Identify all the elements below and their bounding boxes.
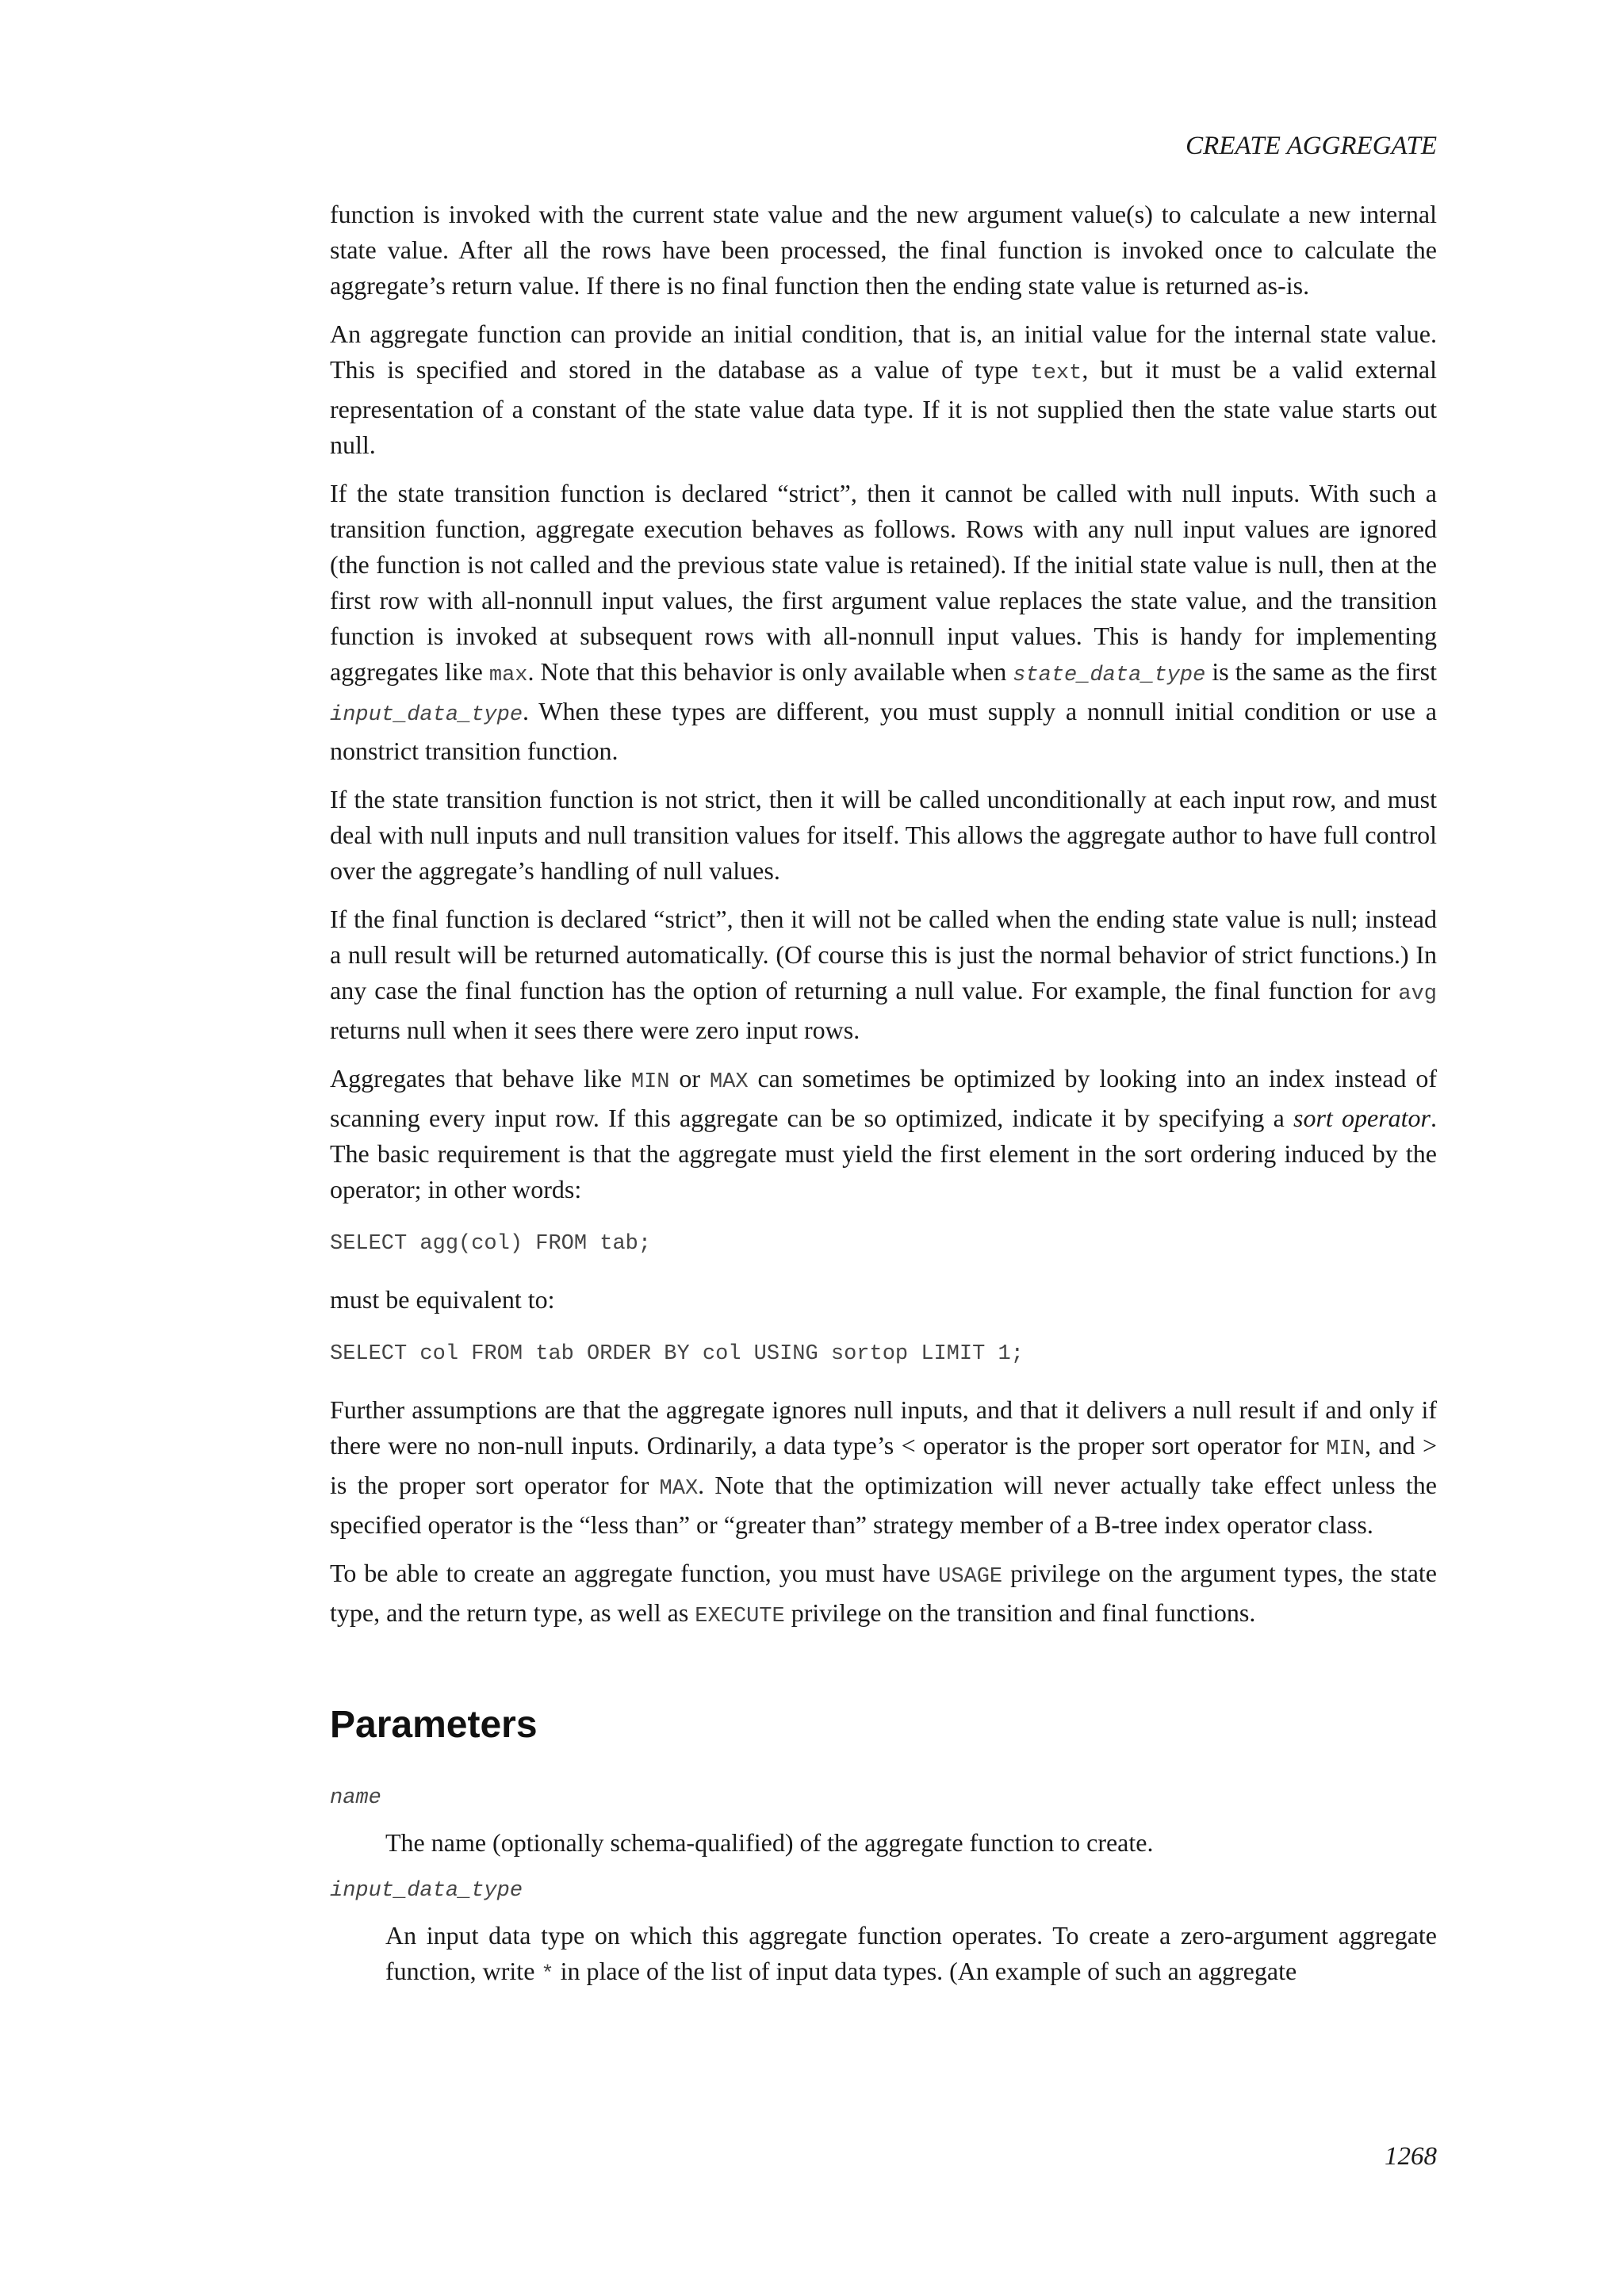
paragraph-7: must be equivalent to: [330,1285,555,1314]
inline-code: MAX [709,1070,749,1094]
code-block-2: SELECT col FROM tab ORDER BY col USING sortop LIMIT 1; [330,1342,1024,1366]
inline-code-italic: state_data_type [1013,664,1206,687]
running-header: CREATE AGGREGATE [1185,132,1437,160]
inline-code: MIN [630,1070,670,1094]
text-run: or [669,1064,710,1093]
text-run: privilege on the transition and final functions. [784,1598,1256,1627]
inline-code: max [488,664,528,687]
parameter-list [330,1782,1437,1993]
text-run: An input data type on which this aggregate function operates. To create a zero-argument aggregate function, write [385,1921,1437,1985]
text-run: Further assumptions are that the aggregate ignores null inputs, and that it delivers a null result if and only if there were no non-null inputs. Ordinarily, a data type’s < operator is the proper sort operator for [330,1395,1437,1460]
inline-code: * [541,1963,554,1987]
text-run: . The basic requirement is that the aggregate must yield the first element in the sort ordering induced by the operator; in other words: [330,1104,1438,1203]
inline-code: USAGE [938,1565,1003,1589]
section-heading-parameters: Parameters [330,1704,538,1746]
emphasis: sort operator [1293,1104,1431,1132]
paragraph-4: If the state transition function is not strict, then it will be called unconditionally at each input row, and must deal with null inputs and null transition values for itself. This allows the aggregate author to have full control over the aggregate’s handling of null values. [330,785,1437,885]
parameter-description: The name (optionally schema-qualified) of the aggregate function to create. [385,1828,1154,1857]
parameter-term: name [330,1786,381,1810]
text-run: , and > is the proper sort operator for [330,1431,1438,1499]
paragraph-1: function is invoked with the current state value and the new argument value(s) to calculate a new internal state value. After all the rows have been processed, the final function is invoked once to calculate the aggregate’s return value. If there is no final function then the ending state value is returned as-is. [330,200,1437,300]
inline-code: avg [1398,982,1437,1006]
text-run: can sometimes be optimized by looking into an index instead of scanning every input row. If this aggregate can be so optimized, indicate it by specifying a [330,1064,1438,1132]
text-run: An aggregate function can provide an initial condition, that is, an initial value for the internal state value. This is specified and stored in the database as a value of type [330,320,1437,384]
text-run: . Note that this behavior is only available when [527,657,1013,686]
parameter-description [385,1918,1437,1993]
text-run: in place of the list of input data types. (An example of such an aggregate [553,1957,1297,1985]
paragraph-3 [330,476,1437,769]
page-content [330,197,1437,2007]
paragraph-6 [330,1061,1437,1207]
inline-code: MIN [1326,1437,1365,1461]
inline-code: text [1030,362,1082,385]
paragraph-9 [330,1556,1437,1635]
paragraph-8 [330,1392,1437,1543]
text-run: . When these types are different, you must supply a nonnull initial condition or use a nonstrict transition function. [330,697,1437,765]
text-run: If the final function is declared “strict”, then it will not be called when the ending state value is null; instead a null result will be returned automatically. (Of course this is just the normal behavior of strict functions.) In any case the final function has the option of returning a null value. For example, the final function for [330,905,1437,1004]
code-block-1: SELECT agg(col) FROM tab; [330,1232,652,1256]
text-run: is the same as the first [1205,657,1438,686]
page-number: 1268 [1385,2142,1437,2171]
text-run: returns null when it sees there were zero input rows. [330,1016,860,1044]
text-run: , but it must be a valid external representation of a constant of the state value data type. If it is not supplied then the state value starts out null. [330,355,1438,459]
text-run: privilege on the argument types, the state type, and the return type, as well as [330,1559,1438,1627]
inline-code: EXECUTE [695,1605,785,1628]
document-page [330,0,1437,2296]
parameter-term: input_data_type [330,1879,523,1903]
text-run: Aggregates that behave like [330,1064,631,1093]
paragraph-2 [330,316,1437,463]
text-run: If the state transition function is declared “strict”, then it cannot be called with null inputs. With such a transition function, aggregate execution behaves as follows. Rows with any null input values are ignored (the function is not called and the previous state value is retained). If the initial state value is null, then at the first row with all-nonnull input values, the first argument value replaces the state value, and the transition function is invoked at subsequent rows with all-nonnull input values. This is handy for implementing aggregates like [330,479,1437,686]
inline-code-italic: input_data_type [330,703,523,727]
inline-code: MAX [659,1477,699,1501]
paragraph-5 [330,901,1437,1048]
text-run: To be able to create an aggregate function, you must have [330,1559,939,1587]
text-run: . Note that the optimization will never actually take effect unless the specified operator is the “less than” or “greater than” strategy member of a B-tree index operator class. [330,1471,1438,1539]
